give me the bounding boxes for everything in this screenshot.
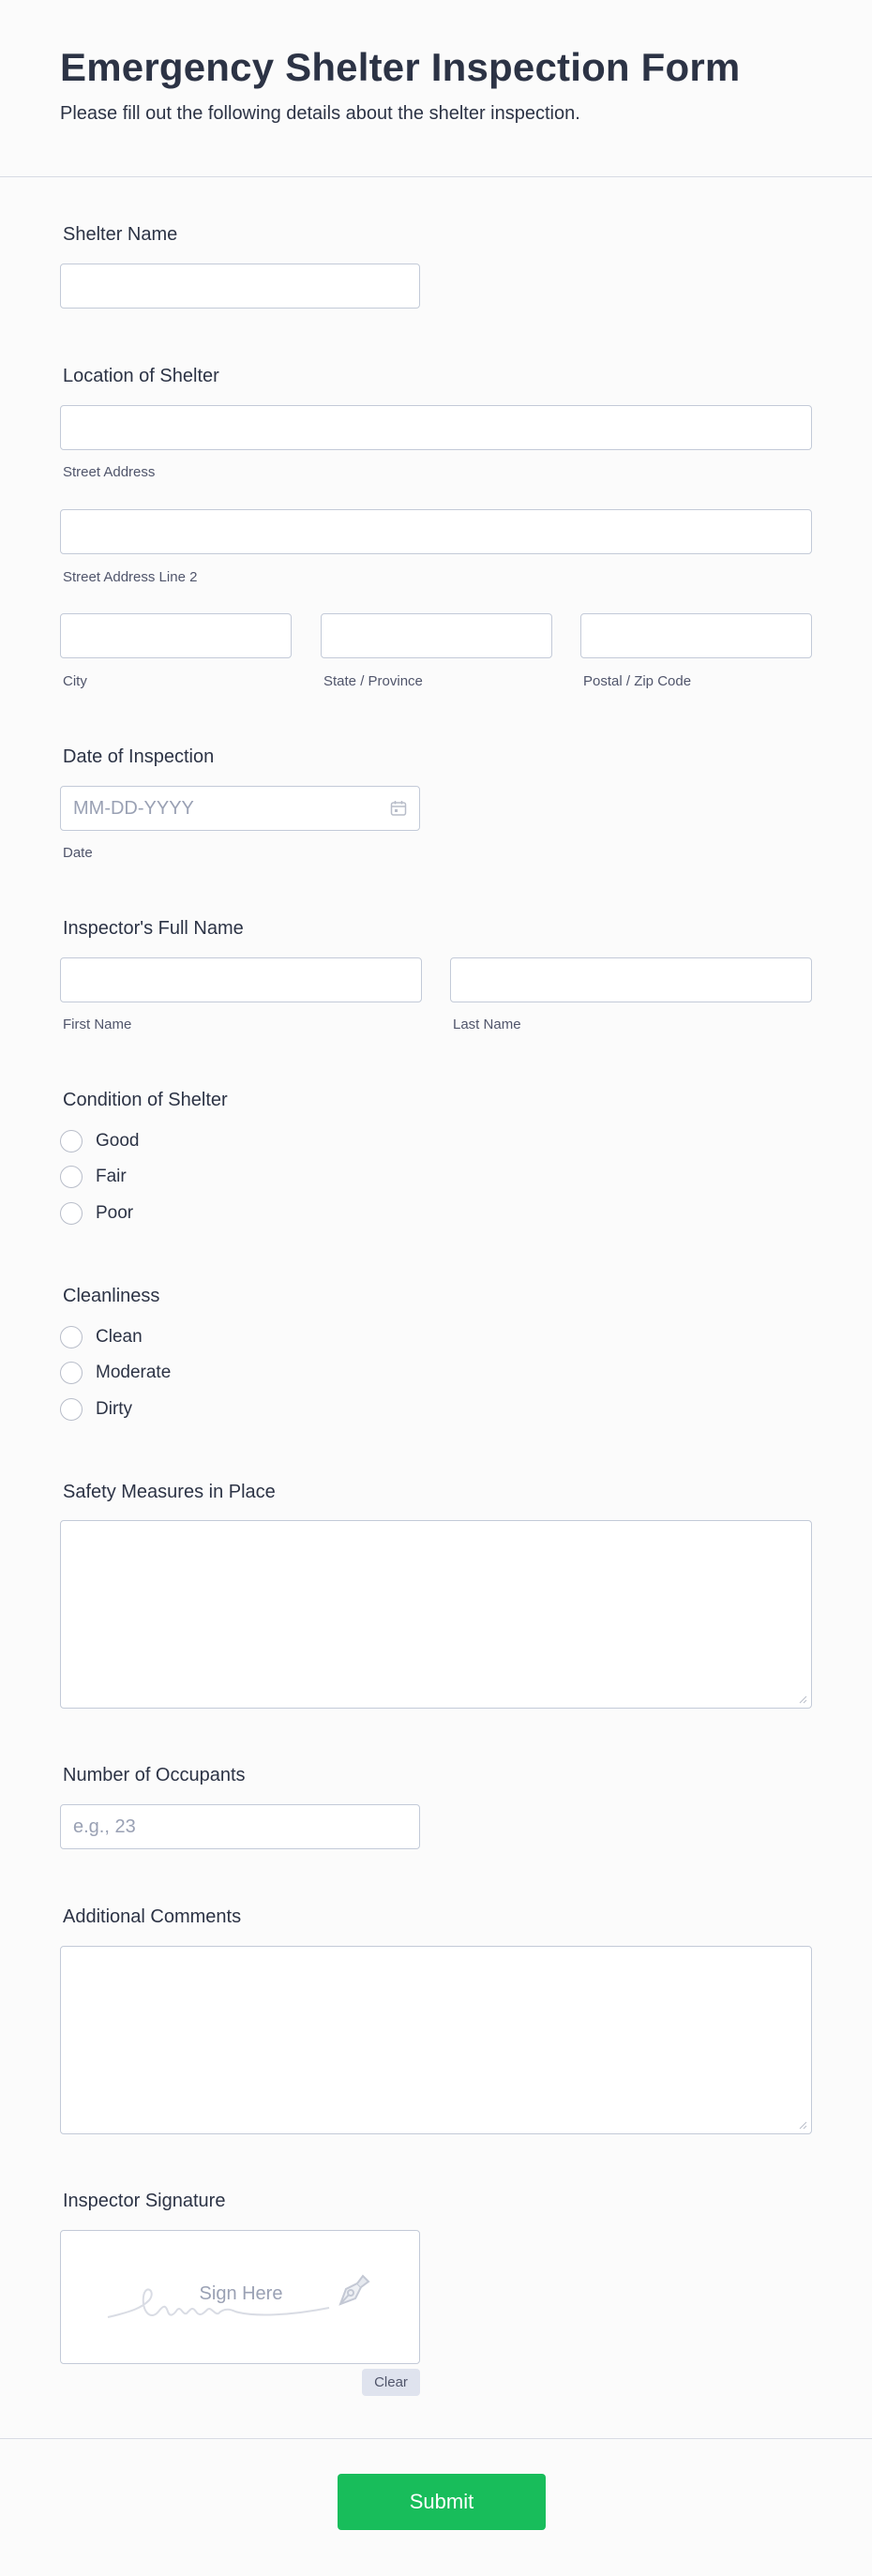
radio-button[interactable] — [60, 1398, 83, 1421]
resize-handle-icon[interactable] — [798, 2120, 807, 2130]
submit-button[interactable]: Submit — [338, 2474, 546, 2530]
radio-button[interactable] — [60, 1326, 83, 1348]
condition-option-good[interactable] — [60, 1129, 139, 1153]
date-input[interactable] — [60, 786, 420, 831]
inspector-name-label: Inspector's Full Name — [63, 918, 244, 939]
condition-option-fair[interactable] — [60, 1165, 127, 1189]
cleanliness-label: Cleanliness — [63, 1286, 160, 1306]
page-title: Emergency Shelter Inspection Form — [60, 45, 741, 89]
last-name-sublabel: Last Name — [453, 1017, 521, 1032]
clear-signature-button[interactable]: Clear — [362, 2369, 420, 2396]
radio-label: Moderate — [96, 1363, 172, 1382]
first-name-sublabel: First Name — [63, 1017, 132, 1032]
street-address-line2-input[interactable] — [60, 509, 812, 554]
radio-label: Good — [96, 1131, 140, 1151]
pen-nib-icon — [333, 2270, 372, 2310]
radio-button[interactable] — [60, 1202, 83, 1225]
street-address-sublabel: Street Address — [63, 464, 156, 480]
occupants-input[interactable] — [60, 1804, 420, 1849]
date-label: Date of Inspection — [63, 746, 215, 767]
occupants-label: Number of Occupants — [63, 1765, 246, 1785]
state-input[interactable] — [321, 613, 552, 658]
comments-textarea[interactable] — [60, 1946, 812, 2134]
radio-label: Fair — [96, 1167, 127, 1186]
last-name-input[interactable] — [450, 957, 812, 1002]
date-sublabel: Date — [63, 845, 93, 861]
radio-button[interactable] — [60, 1362, 83, 1384]
page-subtitle: Please fill out the following details about the shelter inspection. — [60, 103, 580, 124]
location-label: Location of Shelter — [63, 366, 219, 386]
cleanliness-option-dirty[interactable] — [60, 1397, 132, 1422]
comments-label: Additional Comments — [63, 1906, 242, 1927]
signature-label: Inspector Signature — [63, 2191, 226, 2211]
city-sublabel: City — [63, 673, 87, 689]
radio-button[interactable] — [60, 1130, 83, 1152]
resize-handle-icon[interactable] — [798, 1695, 807, 1704]
header-divider — [0, 176, 872, 177]
calendar-icon[interactable] — [389, 799, 408, 818]
zip-sublabel: Postal / Zip Code — [583, 673, 692, 689]
signature-pad[interactable] — [60, 2230, 420, 2364]
radio-label: Clean — [96, 1327, 143, 1347]
radio-button[interactable] — [60, 1166, 83, 1188]
shelter-name-input[interactable] — [60, 264, 420, 309]
city-input[interactable] — [60, 613, 292, 658]
street-address-line2-sublabel: Street Address Line 2 — [63, 569, 198, 585]
condition-label: Condition of Shelter — [63, 1090, 228, 1110]
signature-hint: Sign Here — [199, 2283, 283, 2304]
zip-input[interactable] — [580, 613, 812, 658]
occupants-placeholder: e.g., 23 — [73, 1816, 136, 1837]
date-placeholder: MM-DD-YYYY — [73, 798, 194, 819]
condition-option-poor[interactable] — [60, 1201, 133, 1226]
state-sublabel: State / Province — [323, 673, 423, 689]
shelter-name-label: Shelter Name — [63, 224, 178, 245]
radio-label: Dirty — [96, 1399, 133, 1419]
footer-divider — [0, 2438, 872, 2439]
cleanliness-option-clean[interactable] — [60, 1325, 143, 1349]
safety-measures-label: Safety Measures in Place — [63, 1482, 276, 1502]
first-name-input[interactable] — [60, 957, 422, 1002]
safety-measures-textarea[interactable] — [60, 1520, 812, 1709]
cleanliness-option-moderate[interactable] — [60, 1361, 171, 1385]
radio-label: Poor — [96, 1203, 134, 1223]
street-address-input[interactable] — [60, 405, 812, 450]
